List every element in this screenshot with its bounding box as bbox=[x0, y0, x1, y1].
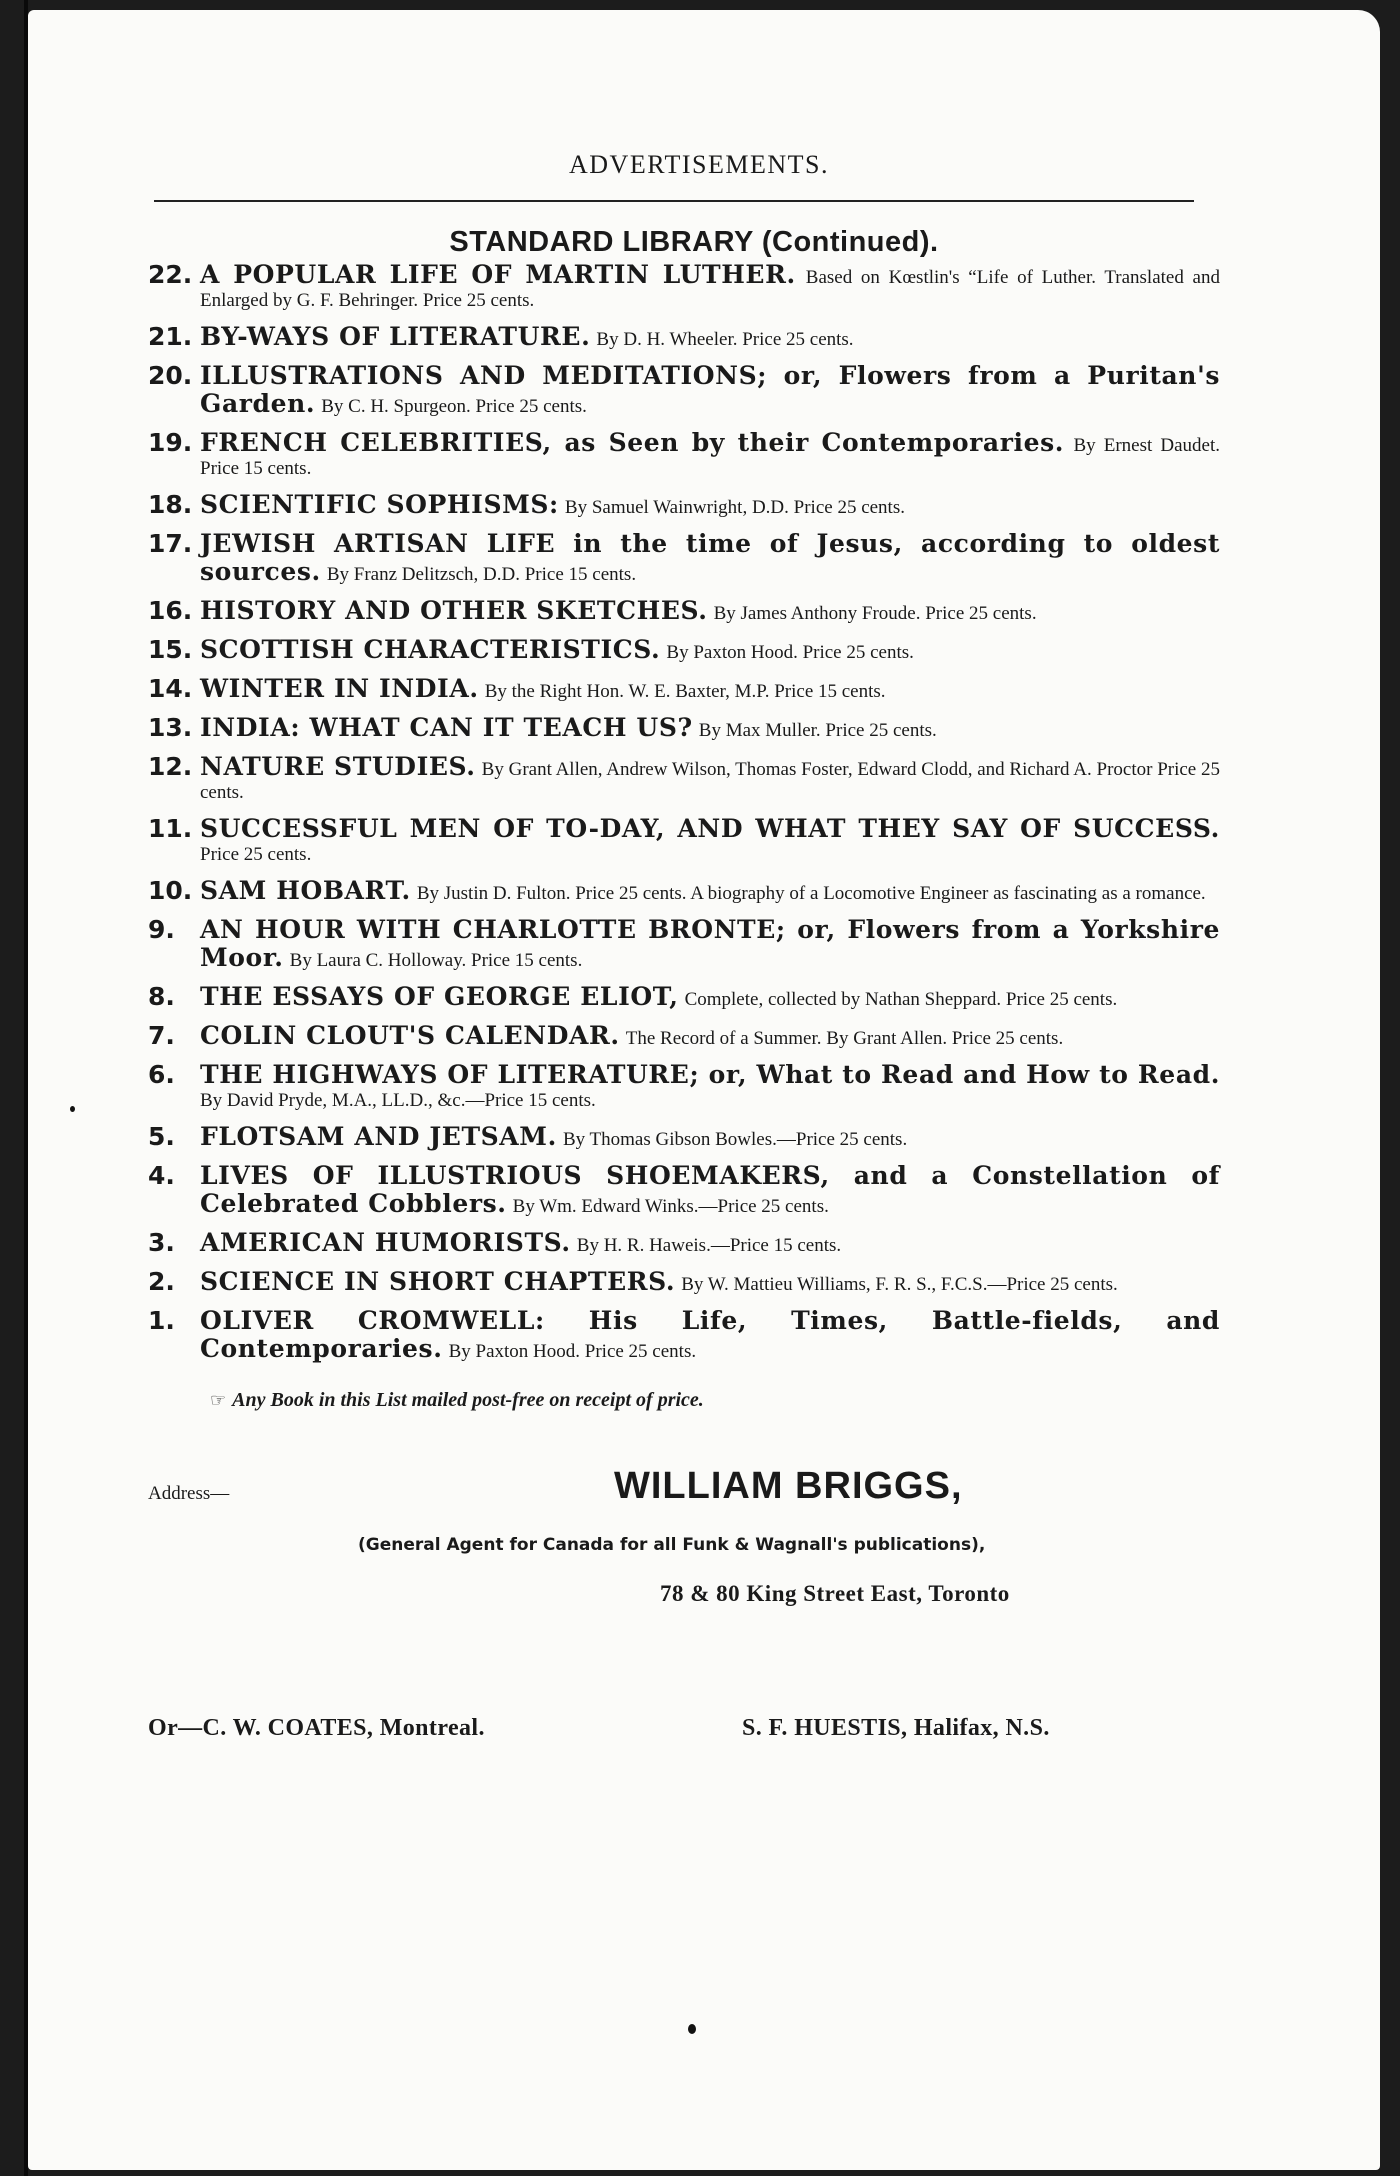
entry-title: FRENCH CELEBRITIES, as Seen by their Contemporaries. bbox=[200, 428, 1065, 457]
entry-details: By W. Mattieu Williams, F. R. S., F.C.S.—Price 25 cents. bbox=[681, 1274, 1118, 1295]
entry-title: FLOTSAM AND JETSAM. bbox=[200, 1122, 557, 1151]
list-item bbox=[148, 323, 1220, 351]
list-item bbox=[148, 675, 1220, 703]
entry-number: 15. bbox=[148, 635, 193, 664]
entry-title: AMERICAN HUMORISTS. bbox=[200, 1228, 571, 1257]
entry-number: 4. bbox=[148, 1161, 175, 1190]
entry-details: The Record of a Summer. By Grant Allen. Price 25 cents. bbox=[625, 1028, 1064, 1049]
entry-title: SCIENTIFIC SOPHISMS: bbox=[200, 490, 559, 519]
entry-title: NATURE STUDIES. bbox=[200, 752, 476, 781]
entry-number: 5. bbox=[148, 1122, 175, 1151]
list-item bbox=[148, 753, 1220, 804]
entry-title: THE HIGHWAYS OF LITERATURE; or, What to Read and How to Read. bbox=[200, 1060, 1220, 1089]
list-item bbox=[148, 1307, 1220, 1363]
entry-number: 7. bbox=[148, 1021, 175, 1050]
page-content bbox=[148, 150, 1220, 1755]
entry-title: HISTORY AND OTHER SKETCHES. bbox=[200, 596, 708, 625]
ink-speck bbox=[688, 2024, 696, 2034]
list-item bbox=[148, 877, 1220, 905]
entry-number: 9. bbox=[148, 915, 175, 944]
agent-halifax: S. F. HUESTIS, Halifax, N.S. bbox=[742, 1715, 1050, 1741]
agent-name: WILLIAM BRIGGS, bbox=[614, 1465, 963, 1507]
entry-details: Based on Kœstlin's “Life of Luther. Translated and Enlarged by G. F. Behringer. Price 25 cents. bbox=[200, 267, 1220, 311]
ink-speck bbox=[70, 1106, 75, 1112]
entry-number: 18. bbox=[148, 490, 193, 519]
entry-title: SCIENCE IN SHORT CHAPTERS. bbox=[200, 1267, 676, 1296]
other-agents bbox=[148, 1715, 1220, 1755]
mail-note-text: Any Book in this List mailed post-free on receipt of price. bbox=[232, 1389, 704, 1411]
list-item bbox=[148, 815, 1220, 866]
entry-title: INDIA: WHAT CAN IT TEACH US? bbox=[200, 713, 693, 742]
entry-title: BY-WAYS OF LITERATURE. bbox=[200, 322, 591, 351]
entry-number: 21. bbox=[148, 322, 193, 351]
address-label: Address— bbox=[148, 1483, 230, 1504]
list-item bbox=[148, 916, 1220, 972]
entry-details: Price 25 cents. bbox=[200, 844, 312, 865]
entry-details: Complete, collected by Nathan Sheppard. Price 25 cents. bbox=[684, 989, 1118, 1010]
list-item bbox=[148, 1162, 1220, 1218]
entry-details: By David Pryde, M.A., LL.D., &c.—Price 15 cents. bbox=[200, 1090, 596, 1111]
entry-title: SUCCESSFUL MEN OF TO-DAY, AND WHAT THEY SAY OF SUCCESS. bbox=[200, 814, 1220, 843]
entry-details: By Wm. Edward Winks.—Price 25 cents. bbox=[512, 1196, 829, 1217]
entry-title: COLIN CLOUT'S CALENDAR. bbox=[200, 1021, 620, 1050]
list-item bbox=[148, 983, 1220, 1011]
list-item bbox=[148, 1268, 1220, 1296]
entry-number: 11. bbox=[148, 814, 193, 843]
entry-details: By D. H. Wheeler. Price 25 cents. bbox=[596, 329, 854, 350]
entry-title: THE ESSAYS OF GEORGE ELIOT, bbox=[200, 982, 679, 1011]
entry-details: By Ernest Daudet. Price 15 cents. bbox=[200, 435, 1221, 479]
list-item bbox=[148, 597, 1220, 625]
agent-note: (General Agent for Canada for all Funk & Wagnall's publications), bbox=[358, 1535, 986, 1555]
entry-number: 16. bbox=[148, 596, 193, 625]
entry-number: 14. bbox=[148, 674, 193, 703]
entry-number: 17. bbox=[148, 529, 193, 558]
entry-number: 19. bbox=[148, 428, 193, 457]
address-block bbox=[148, 1445, 1220, 1705]
entry-number: 2. bbox=[148, 1267, 175, 1296]
entry-details: By Paxton Hood. Price 25 cents. bbox=[448, 1341, 697, 1362]
entry-title: WINTER IN INDIA. bbox=[200, 674, 479, 703]
entry-title: LIVES OF ILLUSTRIOUS SHOEMAKERS, and a Constellation of Celebrated Cobblers. bbox=[200, 1161, 1220, 1218]
header-rule bbox=[154, 200, 1194, 202]
entry-number: 13. bbox=[148, 713, 193, 742]
entry-details: By Grant Allen, Andrew Wilson, Thomas Foster, Edward Clodd, and Richard A. Proctor Price 25 cents. bbox=[200, 759, 1220, 803]
list-item bbox=[148, 362, 1220, 418]
entry-number: 6. bbox=[148, 1060, 175, 1089]
entry-title: SAM HOBART. bbox=[200, 876, 411, 905]
section-title: STANDARD LIBRARY (Continued). bbox=[449, 226, 939, 258]
entry-details: By Paxton Hood. Price 25 cents. bbox=[666, 642, 914, 663]
running-head: ADVERTISEMENTS. bbox=[569, 150, 829, 179]
list-item bbox=[148, 530, 1220, 586]
entry-number: 10. bbox=[148, 876, 193, 905]
book-list bbox=[148, 261, 1220, 1363]
entry-details: By Franz Delitzsch, D.D. Price 15 cents. bbox=[326, 564, 637, 585]
entry-title: AN HOUR WITH CHARLOTTE BRONTE; or, Flowers from a Yorkshire Moor. bbox=[200, 915, 1220, 972]
entry-number: 8. bbox=[148, 982, 175, 1011]
entry-title: OLIVER CROMWELL: His Life, Times, Battle-fields, and Contemporaries. bbox=[200, 1306, 1220, 1363]
entry-title: ILLUSTRATIONS AND MEDITATIONS; or, Flowers from a Puritan's Garden. bbox=[200, 361, 1220, 418]
list-item bbox=[148, 491, 1220, 519]
entry-details: By Laura C. Holloway. Price 15 cents. bbox=[289, 950, 583, 971]
list-item bbox=[148, 636, 1220, 664]
entry-number: 1. bbox=[148, 1306, 175, 1335]
entry-title: JEWISH ARTISAN LIFE in the time of Jesus, according to oldest sources. bbox=[200, 529, 1220, 586]
list-item bbox=[148, 1022, 1220, 1050]
entry-details: By Samuel Wainwright, D.D. Price 25 cents. bbox=[564, 497, 905, 518]
mail-note bbox=[210, 1389, 1220, 1417]
list-item bbox=[148, 714, 1220, 742]
entry-details: By James Anthony Froude. Price 25 cents. bbox=[713, 603, 1037, 624]
entry-details: By H. R. Haweis.—Price 15 cents. bbox=[576, 1235, 842, 1256]
list-item bbox=[148, 1229, 1220, 1257]
list-item bbox=[148, 261, 1220, 312]
entry-number: 22. bbox=[148, 260, 193, 289]
entry-number: 3. bbox=[148, 1228, 175, 1257]
entry-details: By the Right Hon. W. E. Baxter, M.P. Price 15 cents. bbox=[484, 681, 886, 702]
agent-montreal: Or—C. W. COATES, Montreal. bbox=[148, 1715, 485, 1741]
entry-details: By Thomas Gibson Bowles.—Price 25 cents. bbox=[562, 1129, 908, 1150]
entry-number: 12. bbox=[148, 752, 193, 781]
entry-title: SCOTTISH CHARACTERISTICS. bbox=[200, 635, 661, 664]
list-item bbox=[148, 1061, 1220, 1112]
entry-details: By Max Muller. Price 25 cents. bbox=[698, 720, 937, 741]
entry-details: By C. H. Spurgeon. Price 25 cents. bbox=[321, 396, 587, 417]
list-item bbox=[148, 429, 1220, 480]
agent-street-address: 78 & 80 King Street East, Toronto bbox=[660, 1581, 1010, 1606]
entry-title: A POPULAR LIFE OF MARTIN LUTHER. bbox=[200, 260, 796, 289]
entry-details: By Justin D. Fulton. Price 25 cents. A biography of a Locomotive Engineer as fascinating as a romance. bbox=[416, 883, 1206, 904]
list-item bbox=[148, 1123, 1220, 1151]
pointing-hand-icon: ☞ bbox=[210, 1390, 227, 1411]
entry-number: 20. bbox=[148, 361, 193, 390]
